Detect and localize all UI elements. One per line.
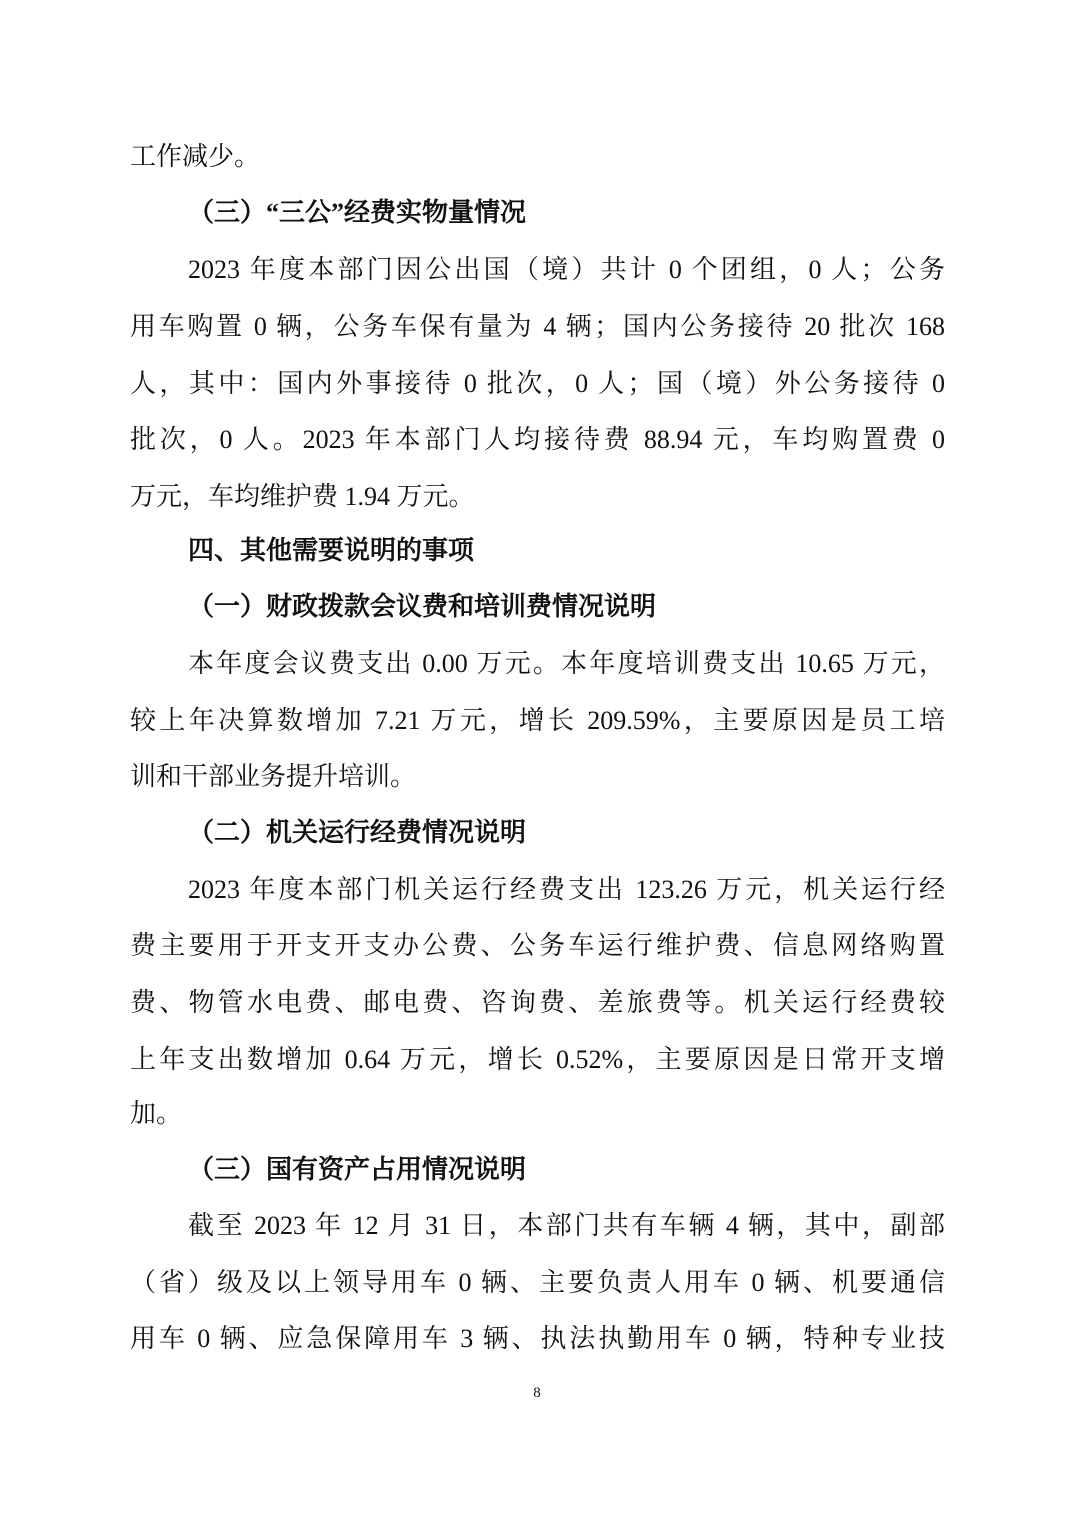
paragraph-line: 本年度会议费支出 0.00 万元。本年度培训费支出 10.65 万元， [188, 649, 945, 678]
paragraph-line: 2023 年度本部门因公出国（境）共计 0 个团组，0 人；公务 [188, 255, 945, 284]
paragraph-line: 截至 2023 年 12 月 31 日，本部门共有车辆 4 辆，其中，副部 [188, 1211, 945, 1240]
paragraph-line: 训和干部业务提升培训。 [130, 762, 417, 791]
paragraph-line: 用车购置 0 辆，公务车保有量为 4 辆；国内公务接待 20 批次 168 [130, 312, 945, 341]
paragraph-line: 较上年决算数增加 7.21 万元，增长 209.59%，主要原因是员工培 [130, 706, 945, 735]
paragraph-line: 上年支出数增加 0.64 万元，增长 0.52%，主要原因是日常开支增 [130, 1045, 945, 1074]
paragraph-line: 费主要用于开支开支办公费、公务车运行维护费、信息网络购置 [130, 931, 945, 960]
paragraph-line: 2023 年度本部门机关运行经费支出 123.26 万元，机关运行经 [188, 875, 945, 904]
page-number: 8 [533, 1385, 541, 1401]
section-heading: （二）机关运行经费情况说明 [188, 818, 527, 847]
section-heading: （一）财政拨款会议费和培训费情况说明 [188, 592, 657, 621]
paragraph-line: 批次，0 人。2023 年本部门人均接待费 88.94 元，车均购置费 0 [130, 425, 945, 454]
section-heading: 四、其他需要说明的事项 [188, 536, 475, 565]
paragraph-line: 人，其中：国内外事接待 0 批次，0 人；国（境）外公务接待 0 [130, 369, 945, 398]
paragraph-line: 加。 [130, 1099, 183, 1128]
section-heading: （三）“三公”经费实物量情况 [188, 198, 527, 227]
paragraph-line: （省）级及以上领导用车 0 辆、主要负责人用车 0 辆、机要通信 [130, 1268, 945, 1297]
paragraph-line: 工作减少。 [130, 142, 261, 171]
section-heading: （三）国有资产占用情况说明 [188, 1155, 527, 1184]
paragraph-line: 用车 0 辆、应急保障用车 3 辆、执法执勤用车 0 辆，特种专业技 [130, 1324, 945, 1353]
paragraph-line: 万元，车均维护费 1.94 万元。 [130, 482, 475, 511]
paragraph-line: 费、物管水电费、邮电费、咨询费、差旅费等。机关运行经费较 [130, 988, 945, 1017]
